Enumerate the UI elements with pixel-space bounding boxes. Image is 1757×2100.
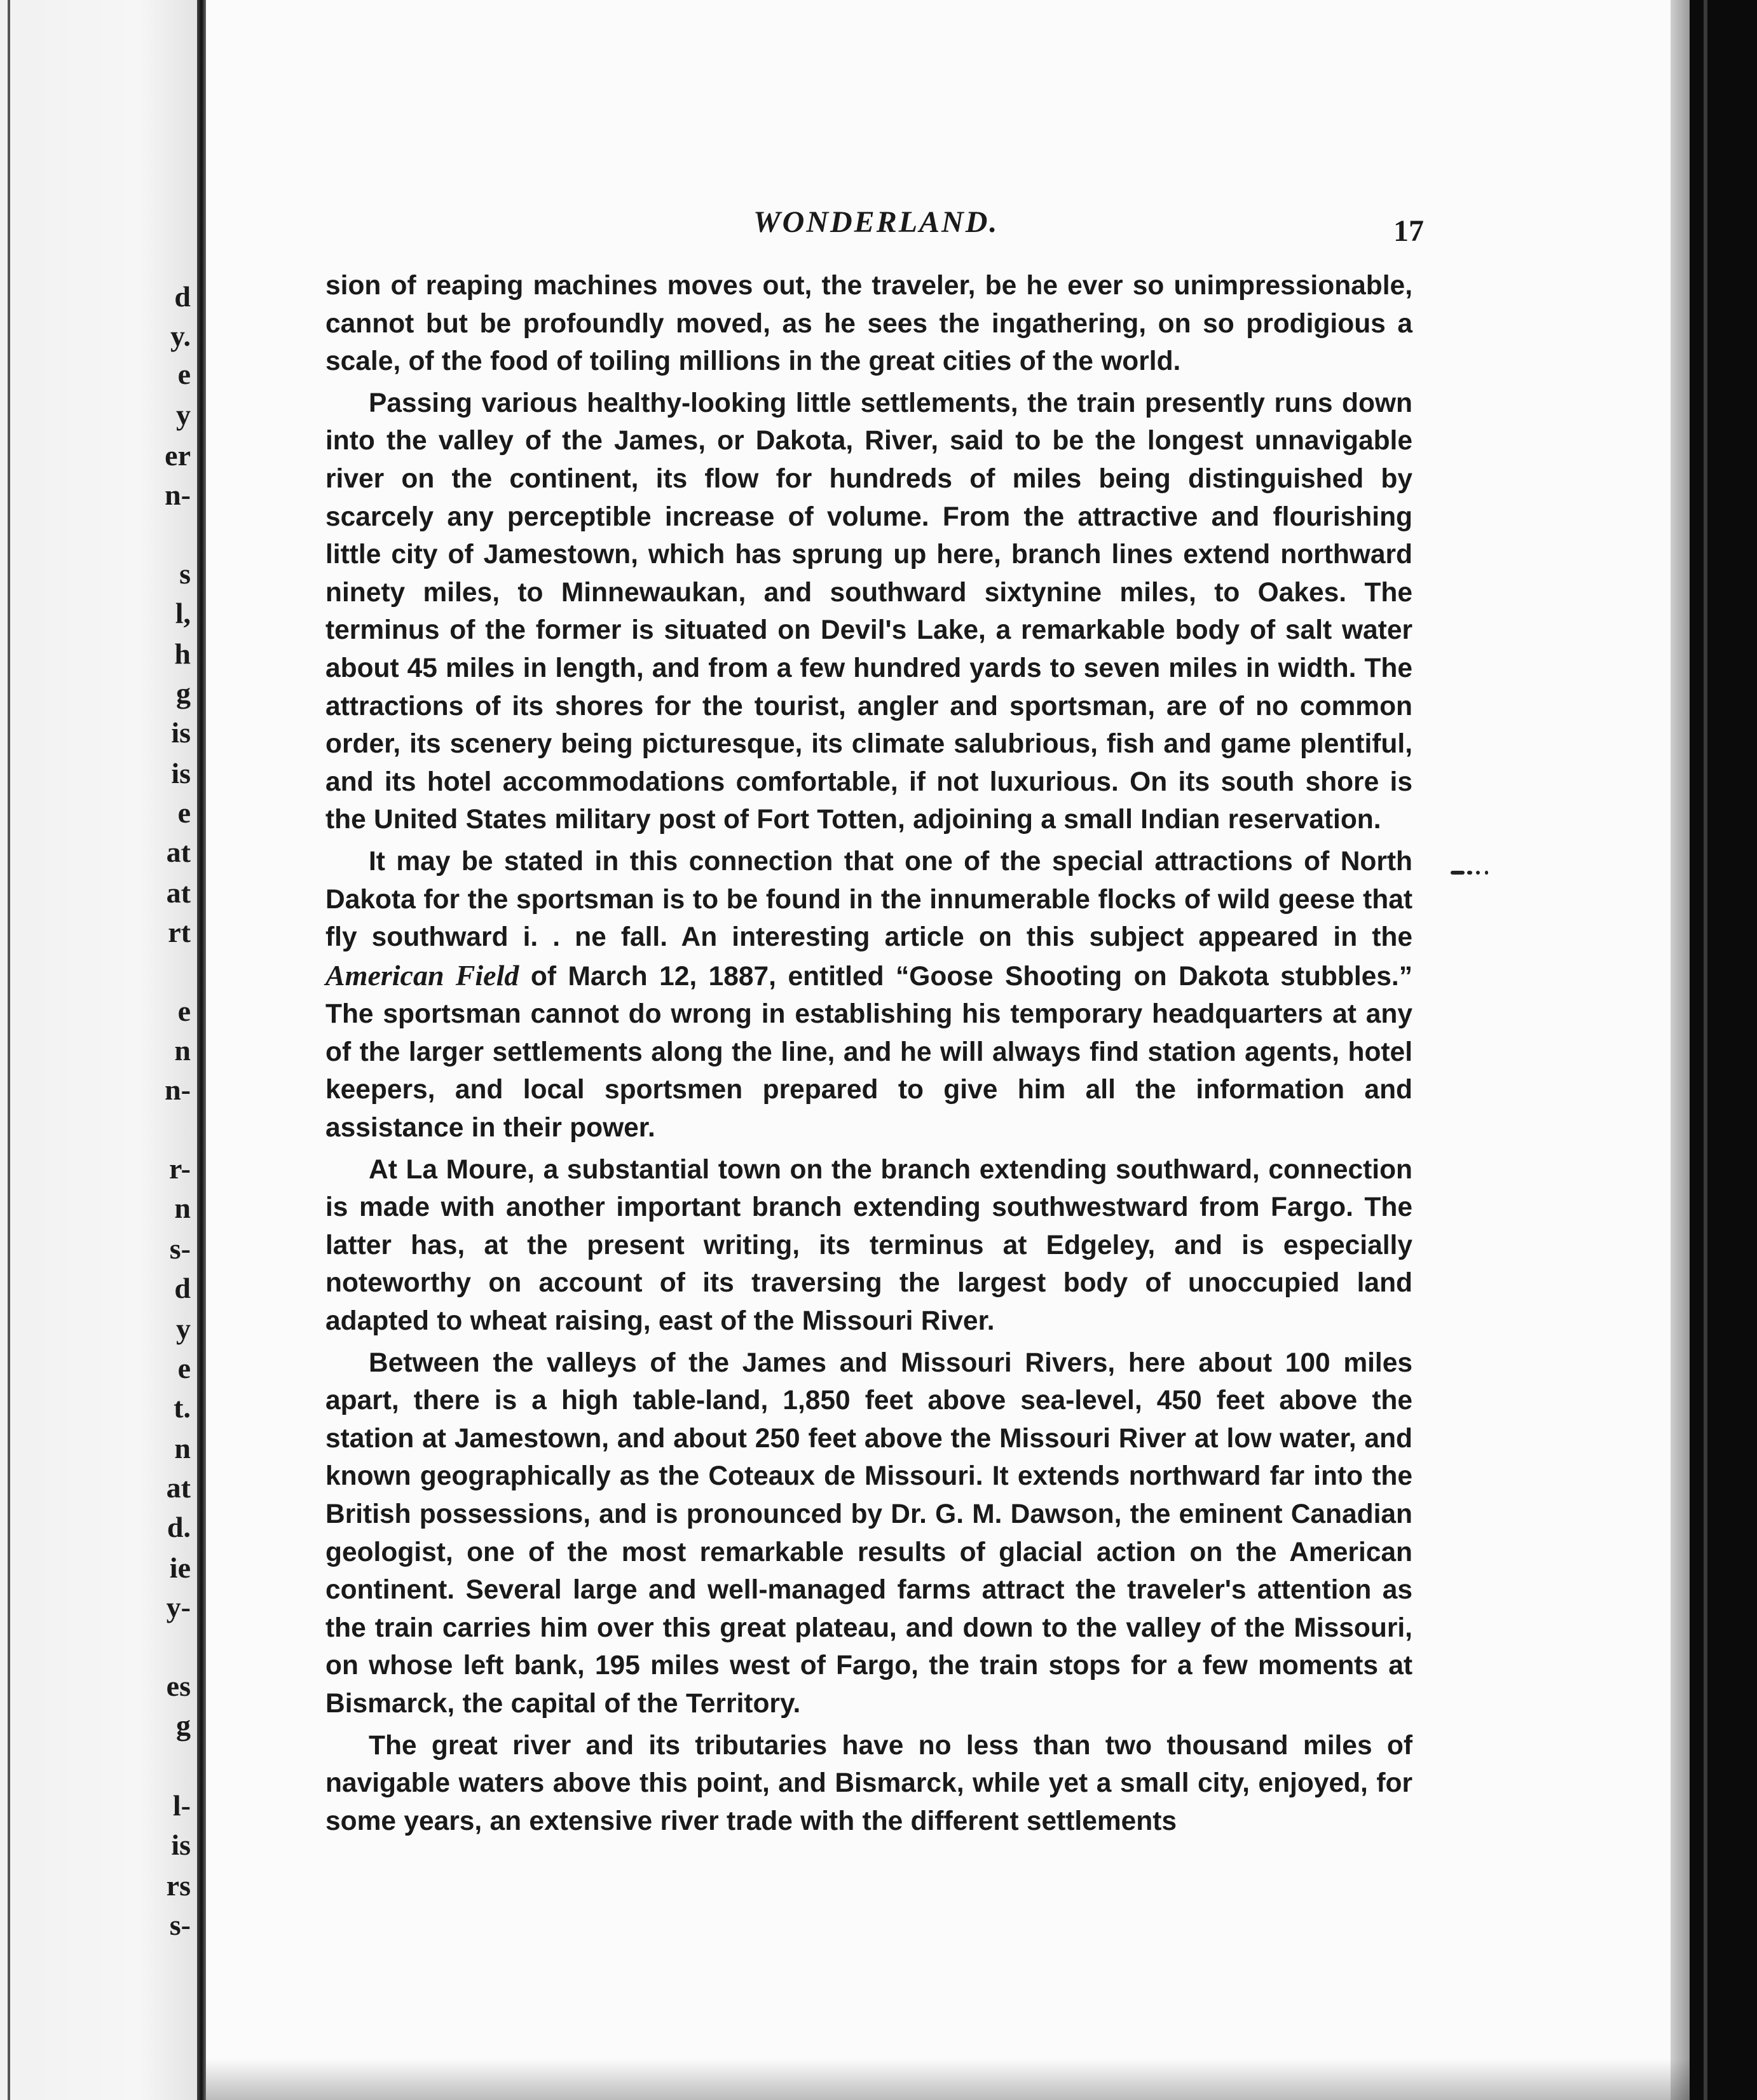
left-page-fragment: rs bbox=[166, 1869, 191, 1902]
paragraph-5: Between the valleys of the James and Missouri Rivers, here about 100 miles apart, there is a high table-land, 1,850 feet above sea-level, 450 feet above the station at Jamestown, and about 250 feet above the Missouri River at low water, and known geographically as the Coteaux de Missouri. It extends northward far into the British possessions, and is pronounced by Dr. G. M. Dawson, the eminent Canadian geologist, one of the most remarkable results of glacial action on the American continent. Several large and well-managed farms attract the traveler's attention as the train carries him over this great plateau, and down to the valley of the Missouri, on whose left bank, 195 miles west of Fargo, the train stops for a few moments at Bismarck, the capital of the Territory. bbox=[325, 1347, 1412, 1719]
paragraph-3 bbox=[325, 843, 1412, 1147]
scan-border bbox=[1690, 0, 1757, 2100]
left-page-fragment: n- bbox=[165, 1074, 191, 1106]
paragraph-4: At La Moure, a substantial town on the branch extending southward, connection is made with another important branch extending southwestward from Fargo. The latter has, at the present writing, its terminus at Edgeley, and is especially noteworthy on account of its traversing the largest body of unoccupied land adapted to wheat raising, east of the Missouri River. bbox=[325, 1154, 1412, 1337]
left-page-fragment: e bbox=[177, 796, 191, 829]
left-page-fragment: s- bbox=[169, 1232, 191, 1265]
left-page-fragment: rt bbox=[168, 916, 191, 948]
left-page-fragment: s- bbox=[169, 1909, 191, 1941]
paragraph-3-text-before: It may be stated in this connection that one of the special attractions of North Dakota for the sportsman is to be found in the innumerable flocks of wild geese that fly southward i. . ne fall. An interesting article on this subject appeared in the bbox=[325, 846, 1412, 953]
left-page-fragment: es bbox=[166, 1670, 191, 1702]
left-page-fragment: is bbox=[171, 716, 191, 749]
paragraph-2: Passing various healthy-looking little settlements, the train presently runs down into the valley of the James, or Dakota, River, said to be the longest unnavigable river on the continent, its flow for hundreds of miles being distinguished by scarcely any perceptible increase of volume. From the attractive and flourishing little city of Jamestown, which has sprung up here, branch lines extend northward ninety miles, to Minnewaukan, and southward sixtynine miles, to Oakes. The terminus of the former is situated on Devil's Lake, a remarkable body of salt water about 45 miles in length, and from a few hundred yards to seven miles in width. The attractions of its shores for the tourist, angler and sportsman, are of no common order, its scenery being picturesque, its climate salubrious, fish and game plentiful, and its hotel accommodations comfortable, if not luxurious. On its south shore is the United States military post of Fort Totten, adjoining a small Indian reservation. bbox=[325, 388, 1412, 835]
left-page-fragment: e bbox=[177, 358, 191, 390]
paragraph-3-text-after: of March 12, 1887, entitled “Goose Shooting on Dakota stubbles.” The sportsman cannot do wrong in establishing his temporary headquarters at any of the larger settlements along the line, and he will always find station agents, hotel keepers, and local sportsmen prepared to give him all the information and assistance in their power. bbox=[325, 961, 1412, 1143]
left-page-fragment: e bbox=[177, 1352, 191, 1384]
left-page-fragment: n- bbox=[165, 479, 191, 511]
running-title: WONDERLAND. bbox=[753, 205, 999, 239]
left-page-fragment: d bbox=[174, 1272, 191, 1304]
left-page-fragment: is bbox=[171, 757, 191, 789]
margin-ink-mark bbox=[1451, 871, 1491, 877]
left-page-fragment: at bbox=[166, 1471, 191, 1504]
left-page-fragment: d. bbox=[167, 1511, 191, 1543]
left-facing-page bbox=[0, 0, 200, 2100]
scan-border-line bbox=[1704, 0, 1707, 2100]
left-page-fragment: at bbox=[166, 876, 191, 909]
left-page-fragment: er bbox=[165, 439, 191, 472]
publication-title: American Field bbox=[325, 958, 519, 992]
left-page-fragment: y bbox=[176, 1312, 191, 1345]
paragraph-6: The great river and its tributaries have no less than two thousand miles of navigable waters above this point, and Bismarck, while yet a small city, enjoyed, for some years, an extensive river trade with the different settlements bbox=[325, 1730, 1412, 1836]
left-page-fragment: s bbox=[179, 557, 191, 590]
left-page-fragment: l, bbox=[175, 597, 191, 629]
left-page-fragment: e bbox=[177, 995, 191, 1027]
left-page-fragment: n bbox=[174, 1432, 191, 1464]
body-text bbox=[325, 267, 1412, 1844]
left-page-fragment: g bbox=[176, 1709, 191, 1742]
left-page-fragment: d bbox=[174, 280, 191, 313]
left-page-fragment: n bbox=[174, 1192, 191, 1224]
left-page-fragment: n bbox=[174, 1034, 191, 1067]
book-gutter bbox=[197, 0, 206, 2100]
paragraph-1: sion of reaping machines moves out, the traveler, be he ever so unimpressionable, cannot but be profoundly moved, as he sees the ingathering, on so prodigious a scale, of the food of toiling millions in the great cities of the world. bbox=[325, 271, 1412, 377]
left-page-fragment: r- bbox=[168, 1152, 191, 1185]
left-page-fragment: at bbox=[166, 836, 191, 868]
left-page-fragment: y bbox=[176, 399, 191, 431]
left-page-fragment: l- bbox=[172, 1789, 191, 1822]
left-page-fragment: is bbox=[171, 1829, 191, 1861]
left-page-fragment: y- bbox=[166, 1591, 191, 1623]
left-page-fragment: g bbox=[176, 677, 191, 709]
left-page-fragment: y. bbox=[170, 320, 191, 352]
left-page-fragment: h bbox=[174, 638, 191, 670]
left-page-fragment: ie bbox=[169, 1551, 191, 1584]
page-number: 17 bbox=[1393, 214, 1424, 248]
left-page-fragment: t. bbox=[174, 1391, 191, 1424]
left-page-rule bbox=[8, 0, 10, 2100]
page-edge bbox=[1671, 0, 1690, 2100]
bottom-shadow bbox=[206, 2059, 1690, 2100]
